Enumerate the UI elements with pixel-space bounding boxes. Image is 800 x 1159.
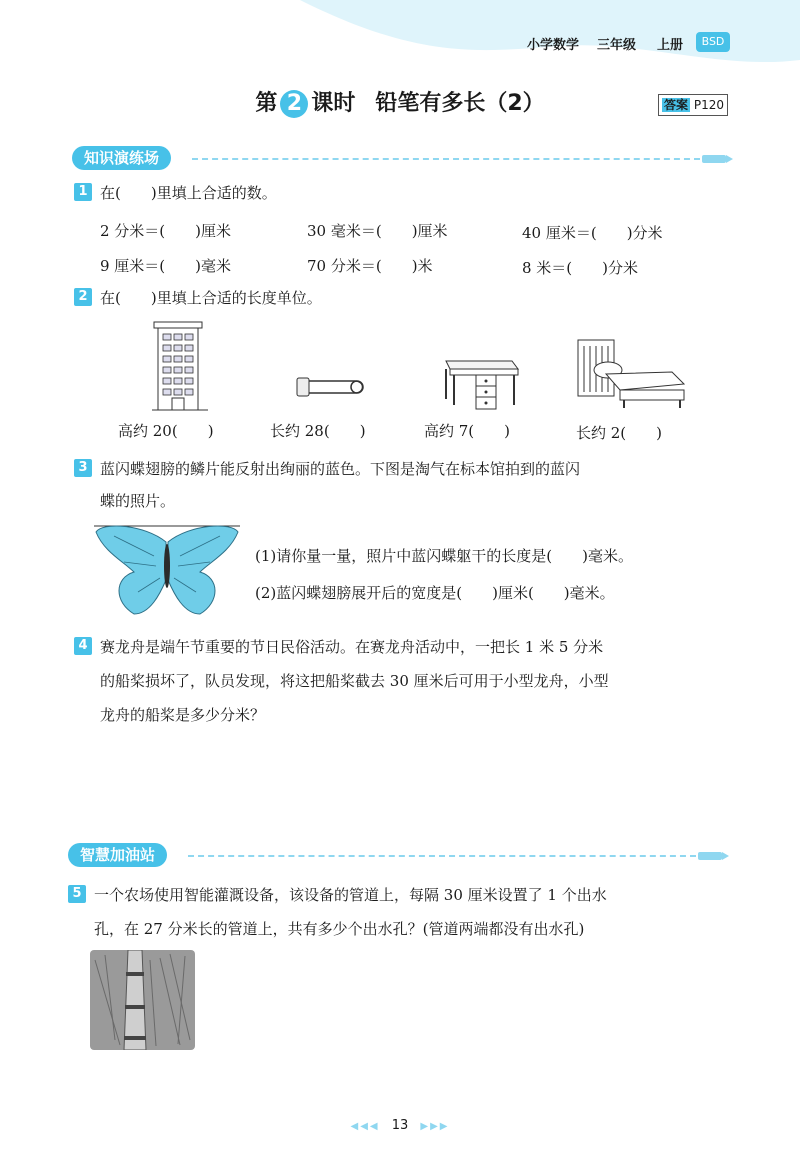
q2-caption: 长约 2( ) — [576, 424, 663, 442]
safety-pin-illustration — [295, 375, 371, 399]
lesson-number-badge: 2 — [280, 90, 308, 118]
question-2-number: 2 — [74, 288, 92, 306]
header-subject: 小学数学 — [527, 38, 580, 53]
question-4-text: 赛龙舟是端午节重要的节日民俗活动。在赛龙舟活动中，一把长 1 米 5 分米 — [100, 638, 604, 656]
question-3-text: 蓝闪蝶翅膀的鳞片能反射出绚丽的蓝色。下图是淘气在标本馆拍到的蓝闪 — [100, 460, 581, 478]
title-unit: 课时 — [311, 91, 356, 116]
q1-item: 40 厘米＝( )分米 — [522, 224, 663, 242]
q2-caption: 长约 28( ) — [270, 422, 366, 440]
section-challenge-header: 智慧加油站 — [68, 843, 167, 867]
section-divider — [192, 158, 700, 160]
question-1-prompt: 在( )里填上合适的数。 — [100, 184, 277, 202]
question-5-text: 一个农场使用智能灌溉设备，该设备的管道上，每隔 30 厘米设置了 1 个出水 — [94, 886, 607, 904]
pencil-icon — [698, 852, 722, 860]
question-5-number: 5 — [68, 885, 86, 903]
q1-item: 2 分米＝( )厘米 — [100, 222, 232, 240]
question-3-number: 3 — [74, 459, 92, 477]
q1-item: 8 米＝( )分米 — [522, 259, 639, 277]
question-1-number: 1 — [74, 183, 92, 201]
pencil-icon — [702, 155, 726, 163]
irrigation-photo — [90, 950, 195, 1050]
answer-reference — [658, 94, 728, 116]
publisher-badge: BSD — [696, 32, 730, 52]
page-number: 13 — [391, 1118, 409, 1133]
q2-caption: 高约 7( ) — [424, 422, 511, 440]
right-arrows-icon: ▶▶▶ — [420, 1121, 450, 1132]
q1-item: 70 分米＝( )米 — [307, 257, 433, 275]
page-number-footer — [0, 1118, 800, 1133]
title-prefix: 第 — [255, 91, 278, 116]
question-3-part-2: (2)蓝闪蝶翅膀展开后的宽度是( )厘米( )毫米。 — [255, 584, 615, 602]
question-3-part-1: (1)请你量一量，照片中蓝闪蝶躯干的长度是( )毫米。 — [255, 547, 633, 565]
question-2-prompt: 在( )里填上合适的长度单位。 — [100, 289, 322, 307]
left-arrows-icon: ◀◀◀ — [350, 1121, 380, 1132]
building-illustration — [152, 320, 210, 412]
section-practice-header: 知识演练场 — [72, 146, 171, 170]
q1-item: 9 厘米＝( )毫米 — [100, 257, 232, 275]
q2-caption: 高约 20( ) — [118, 422, 214, 440]
question-3-text: 蝶的照片。 — [100, 492, 176, 510]
answer-label: 答案 — [664, 98, 689, 112]
header-volume: 上册 — [657, 38, 684, 53]
bed-illustration — [576, 336, 686, 412]
butterfly-illustration — [94, 522, 240, 618]
title-name: 铅笔有多长（2） — [375, 91, 545, 116]
desk-illustration — [440, 355, 520, 413]
question-4-text: 龙舟的船桨是多少分米？ — [100, 706, 266, 724]
section-divider — [188, 855, 696, 857]
answer-page: P120 — [693, 98, 724, 112]
question-4-text: 的船桨损坏了，队员发现，将这把船桨截去 30 厘米后可用于小型龙舟，小型 — [100, 672, 609, 690]
question-4-number: 4 — [74, 637, 92, 655]
header-grade: 三年级 — [597, 38, 637, 53]
q1-item: 30 毫米＝( )厘米 — [307, 222, 448, 240]
question-5-text: 孔，在 27 分米长的管道上，共有多少个出水孔？(管道两端都没有出水孔) — [94, 920, 585, 938]
